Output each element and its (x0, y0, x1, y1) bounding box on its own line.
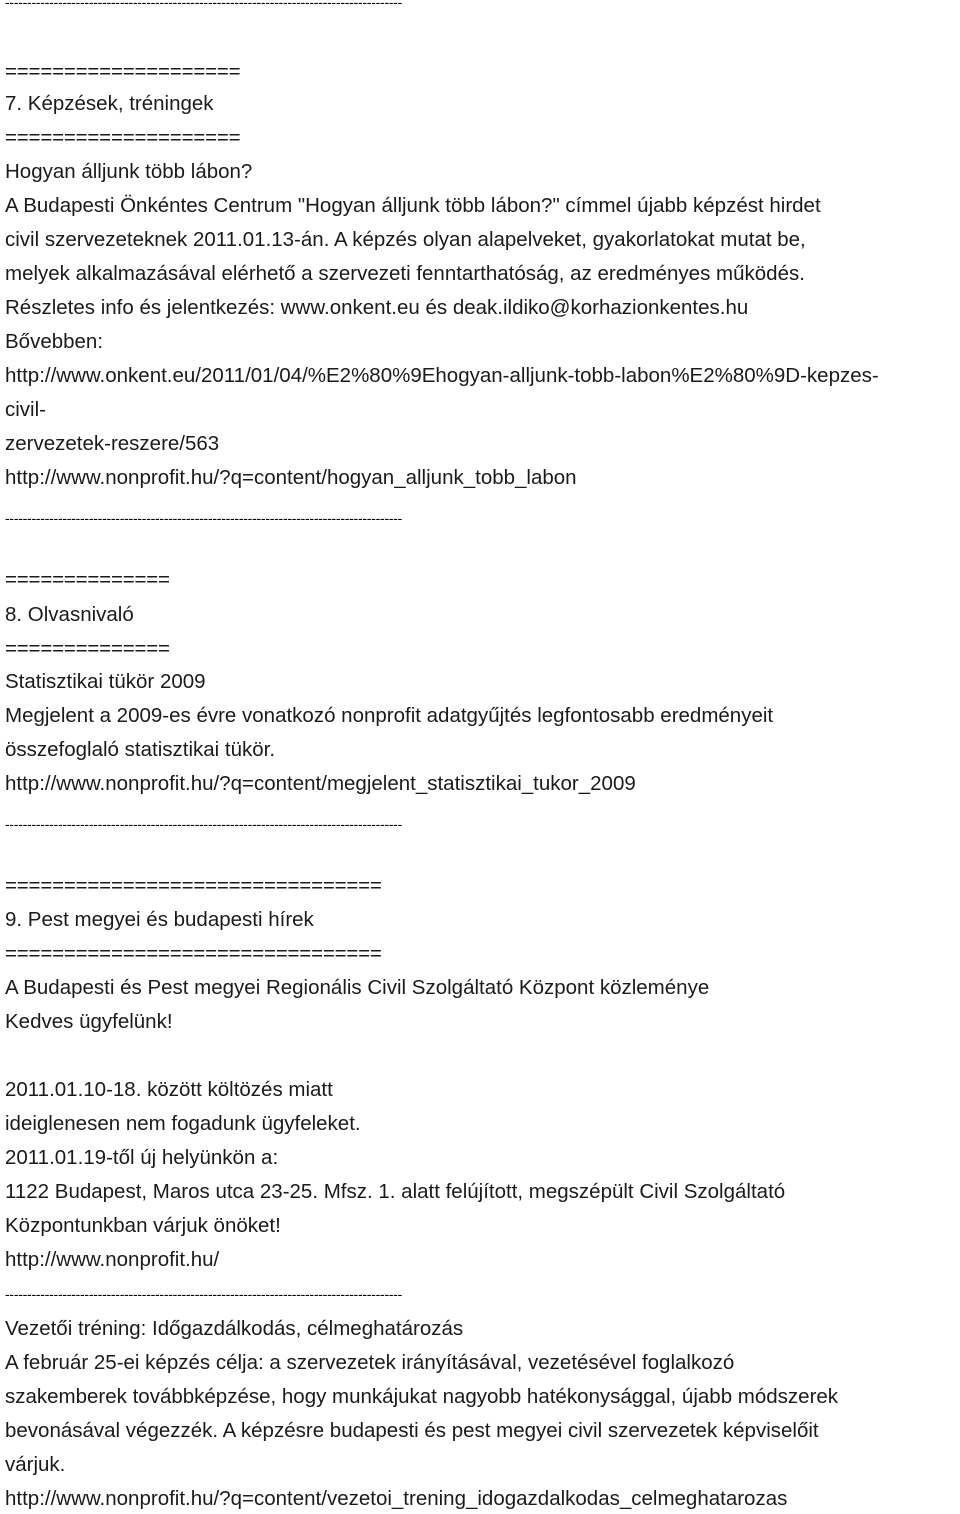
article-text-line: várjuk. (5, 1453, 66, 1476)
nonprofit-link[interactable]: http://www.nonprofit.hu/?q=content/megjelent_statisztikai_tukor_2009 (5, 772, 636, 795)
more-info-label: Bővebben: (5, 330, 104, 353)
nonprofit-link[interactable]: http://www.nonprofit.hu/?q=content/vezetoi_trening_idogazdalkodas_celmeghatarozas (5, 1487, 788, 1510)
onkent-link-continued[interactable]: zervezetek-reszere/563 (5, 432, 220, 455)
section-7-rule-top: ==================== (5, 60, 241, 83)
section-7-rule-bottom: ==================== (5, 126, 241, 149)
article-text-line: 2011.01.19-től új helyünkön a: (5, 1146, 279, 1169)
article-text-line: melyek alkalmazásával elérhető a szervezeti fenntarthatóság, az eredményes működés. (5, 262, 805, 285)
article-text-line: civil szervezeteknek 2011.01.13-án. A képzés olyan alapelveket, gyakorlatokat mutat be, (5, 228, 806, 251)
dash-separator: ------------------------------------------------------------------------------------------ (5, 816, 403, 832)
section-8-heading: 8. Olvasnivaló (5, 603, 134, 626)
article-title-hogyan: Hogyan álljunk több lábon? (5, 160, 253, 183)
article-text-line: A Budapesti Önkéntes Centrum "Hogyan álljunk több lábon?" címmel újabb képzést hirdet (5, 194, 821, 217)
section-8-rule-bottom: ============== (5, 637, 170, 660)
article-text-line: ideiglenesen nem fogadunk ügyfeleket. (5, 1112, 361, 1135)
article-text-line: Részletes info és jelentkezés: www.onkent.eu és deak.ildiko@korhazionkentes.hu (5, 296, 749, 319)
article-text-line: A február 25-ei képzés célja: a szervezetek irányításával, vezetésével foglalkozó (5, 1351, 735, 1374)
article-title-vezetoi-trening: Vezetői tréning: Időgazdálkodás, célmeghatározás (5, 1317, 464, 1340)
section-9-rule-top: ================================ (5, 874, 382, 897)
article-text-line: szakemberek továbbképzése, hogy munkájukat nagyobb hatékonysággal, újabb módszerek (5, 1385, 839, 1408)
onkent-link-continued[interactable]: civil- (5, 398, 46, 421)
onkent-link[interactable]: http://www.onkent.eu/2011/01/04/%E2%80%9Ehogyan-alljunk-tobb-labon%E2%80%9D-kepzes- (5, 364, 879, 387)
section-9-rule-bottom: ================================ (5, 942, 382, 965)
dash-separator: ------------------------------------------------------------------------------------------ (5, 1286, 403, 1302)
article-text-line: bevonásával végezzék. A képzésre budapesti és pest megyei civil szervezetek képviselőit (5, 1419, 819, 1442)
nonprofit-link[interactable]: http://www.nonprofit.hu/?q=content/hogyan_alljunk_tobb_labon (5, 466, 577, 489)
section-9-heading: 9. Pest megyei és budapesti hírek (5, 908, 314, 931)
nonprofit-link[interactable]: http://www.nonprofit.hu/ (5, 1248, 220, 1271)
article-title-statisztikai: Statisztikai tükör 2009 (5, 670, 206, 693)
section-8-rule-top: ============== (5, 568, 170, 591)
article-text-line: Megjelent a 2009-es évre vonatkozó nonprofit adatgyűjtés legfontosabb eredményeit (5, 704, 774, 727)
article-title-kozlemeny: A Budapesti és Pest megyei Regionális Civil Szolgáltató Központ közleménye (5, 976, 710, 999)
article-text-line: Központunkban várjuk önöket! (5, 1214, 281, 1237)
article-text-line: 2011.01.10-18. között költözés miatt (5, 1078, 333, 1101)
dash-separator: ------------------------------------------------------------------------------------------ (5, 510, 403, 526)
article-text-line: 1122 Budapest, Maros utca 23-25. Mfsz. 1. alatt felújított, megszépült Civil Szolgáltató (5, 1180, 786, 1203)
article-text-line: Kedves ügyfelünk! (5, 1010, 173, 1033)
dash-separator: ------------------------------------------------------------------------------------------ (5, 0, 403, 10)
section-7-heading: 7. Képzések, tréningek (5, 92, 214, 115)
article-text-line: összefoglaló statisztikai tükör. (5, 738, 276, 761)
